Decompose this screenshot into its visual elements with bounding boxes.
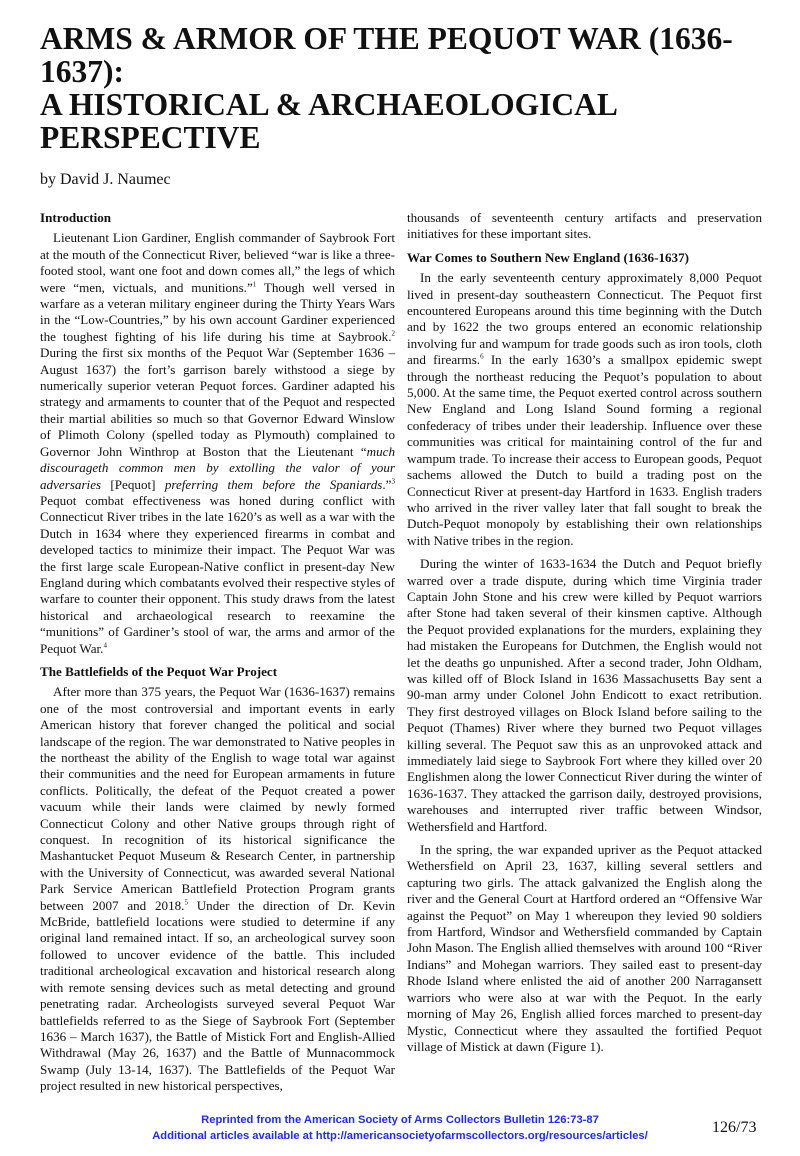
text-run: thousands of seventeenth century artifacts and preservation initiatives for these important sites.: [407, 210, 762, 242]
text-run: During the winter of 1633-1634 the Dutch and Pequot briefly warred over a trade dispute, during which time Virginia trader Captain John Stone and his crew were killed by Pequot warriors after Stone had taken several of their kinsmen captive. Although the Pequot provided explanations for the murders, explaining they had mistaken the Europeans for Dutchmen, the English would not let the deaths go unpunished. After a second trader, John Oldham, was killed off of Block Island in 1636 Massachusetts Bay sent a 90-man army under Colonel John Endicott to exact retribution. They first destroyed villages on Block Island before sailing to the Pequot (Thames) River where they burned two Pequot villages killing several. The Pequot saw this as an unprovoked attack and immediately laid siege to Saybrook Fort where they killed over 20 Englishmen along the lower Connecticut River during the winter of 1636-1637. They attacked the garrison daily, destroyed provisions, warehouses and interrupted river traffic between Windsor, Wethersfield and Hartford.: [407, 556, 762, 834]
text-run: In the early seventeenth century approximately 8,000 Pequot lived in present-day southeastern Connecticut. The Pequot first encountered Europeans around this time beginning with the Dutch and by 1622 the two groups entered an economic relationship involving fur and wampum for trade goods such as iron tools, cloth and firearms.: [407, 270, 762, 368]
title-line-1: ARMS & ARMOR OF THE PEQUOT WAR (1636-1637):: [40, 21, 733, 89]
section-heading: War Comes to Southern New England (1636-1637): [407, 249, 690, 265]
footnote-marker: 5: [184, 898, 188, 907]
page-number: 126/73: [712, 1118, 757, 1136]
text-run: During the first six months of the Pequot War (September 1636 – August 1637) the fort’s garrison barely withstood a siege by numerically superior veteran Pequot forces. Gardiner adapted his strategy and armaments to counter that of the Pequot and respected their martial abilities so much so that Governor Edward Winslow of Plimoth Colony (spelled today as Plymouth) complained to Governor John Winthrop at Boston that the Lieutenant “: [40, 345, 395, 459]
article-body: [40, 210, 762, 1102]
text-run: [Pequot]: [101, 476, 165, 492]
right-column: [407, 210, 762, 1062]
author-byline: by David J. Naumec: [40, 171, 171, 188]
left-column: [40, 210, 395, 1102]
text-run: After more than 375 years, the Pequot War (1636-1637) remains one of the most controversial and important events in early American history that forever changed the political and social landscape of the region. The war demonstrated to Native peoples in the northeast the ability of the English to wage total war against their communities and the need for European armaments in future conflicts. Politically, the defeat of the Pequot created a power vacuum while their lands were claimed by newly formed Connecticut Colony and other Native groups through right of conquest. In recognition of its historical significance the Mashantucket Pequot Museum & Research Center, in partnership with the University of Connecticut, was awarded several National Park Service American Battlefield Protection Program grants between 2007 and 2018.: [40, 684, 395, 913]
body-paragraph: [407, 270, 762, 549]
footer-row: [40, 1112, 762, 1146]
text-run: .”: [382, 476, 392, 492]
body-paragraph: [407, 210, 762, 243]
body-paragraph: [40, 230, 395, 657]
italic-quote: preferring them before the Spaniards: [164, 476, 383, 492]
text-run: Though well versed in warfare as a veteran military engineer during the Thirty Years Wars in the “Low-Countries,” by his own account Gardiner experienced the toughest fighting of his life during his time at Saybrook.: [40, 279, 395, 344]
footnote-marker: 1: [252, 280, 257, 289]
italic-quote: much discourageth common men by extolling the valor of your adversaries: [40, 443, 395, 492]
text-run: Pequot combat effectiveness was honed during conflict with Connecticut River tribes in the late 1620’s as well as a war with the Dutch in 1634 where they experienced firearms in combat and developed tactics to minimize their impact. The Pequot War was the first large scale European-Native conflict in present-day New England during which combatants evolved their respective styles of warfare to counter their opponent. This study draws from the latest historical and archaeological research to reexamine the “munitions” of Gardiner’s stool of war, the arms and armor of the Pequot War.: [40, 492, 395, 656]
text-run: In the spring, the war expanded upriver as the Pequot attacked Wethersfield on April 23, 1637, killing several settlers and capturing two girls. The attack galvanized the English along the river and the General Court at Hartford ordered an “Offensive War against the Pequot” on May 1 whereupon they levied 90 soldiers from Hartford, Windsor and Wethersfield commanded by Captain John Mason. The English allied themselves with around 100 “River Indians” and Mohegan warriors. They sailed east to present-day Rhode Island where enlisted the aid of another 200 Narragansett warriors who were also at war with the Pequot. In the early morning of May 26, English allied forces marched to present-day Mystic, Connecticut where they assaulted the fortified Pequot village of Mistick at dawn (Figure 1).: [407, 842, 762, 1054]
body-paragraph: [40, 684, 395, 1094]
footnote-marker: 3: [391, 477, 395, 486]
reprint-footer: [0, 1112, 800, 1144]
text-run: Under the direction of Dr. Kevin McBride, battlefield locations were studied to determine if any original land remained intact. If so, an archeological survey soon followed to uncover evidence of the battle. This included traditional archeological excavation and historical research along with remote sensing devices such as metal detecting and ground penetrating radar. Archeologists surveyed several Pequot War battlefields referred to as the Siege of Saybrook Fort (September 1636 – March 1637), the Battle of Mistick Fort and English-Allied Withdrawal (May 26, 1637) and the Battle of Munnacommock Swamp (July 13-14, 1637). The Battlefields of the Pequot War project resulted in new historical perspectives,: [40, 897, 396, 1094]
footnote-marker: 2: [391, 329, 395, 338]
section-heading: Introduction: [40, 210, 112, 225]
footnote-marker: 4: [103, 641, 107, 650]
text-run: In the early 1630’s a smallpox epidemic swept through the northeast reducing the Pequot’s population to about 5,000. At the same time, the Pequot exerted control across southern New England and Long Island Sound forming a regional confederacy of tribes under their leadership. Influence over these communities was critical for maintaining control of the fur and wampum trade. To increase their access to European goods, Pequot sachems allowed the Dutch to build a trading post on the Connecticut River at present-day Hartford in 1633. English traders who arrived in the river valley later that fall sought to break the Dutch-Pequot monopoly by establishing their own relationships with Native tribes in the region.: [407, 352, 762, 548]
reprint-notice: Reprinted from the American Society of Arms Collectors Bulletin 126:73-87: [201, 1113, 599, 1126]
body-paragraph: [407, 556, 762, 835]
text-run: Lieutenant Lion Gardiner, English commander of Saybrook Fort at the mouth of the Connecticut River, believed “war is like a three-footed stool, want one foot and down comes all,” the legs of which were “men, victuals, and munitions.”: [40, 230, 395, 295]
body-paragraph: [407, 842, 762, 1055]
title-line-2: A HISTORICAL & ARCHAEOLOGICAL PERSPECTIVE: [40, 87, 617, 155]
articles-link[interactable]: Additional articles available at http://americansocietyofarmscollectors.org/resources/articles/: [152, 1129, 648, 1142]
footnote-marker: 6: [480, 352, 484, 361]
article-title: [40, 22, 762, 154]
section-heading: The Battlefields of the Pequot War Project: [40, 663, 278, 679]
